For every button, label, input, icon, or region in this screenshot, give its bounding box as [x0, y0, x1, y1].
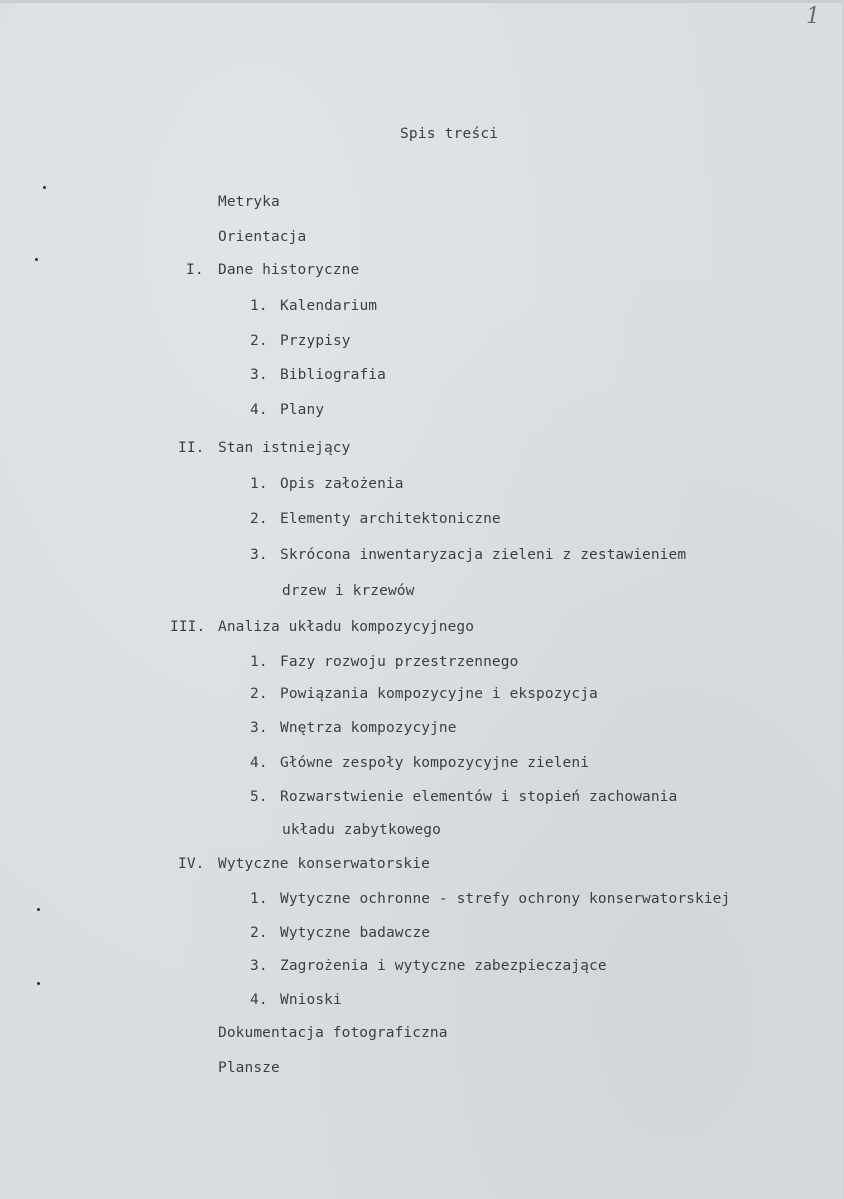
- toc-subentry: [250, 755, 589, 771]
- toc-title: Spis treści: [400, 126, 499, 142]
- toc-subentry: [250, 686, 598, 702]
- toc-subentry: [250, 298, 377, 314]
- toc-subentry: [250, 891, 730, 907]
- toc-section-2: [178, 440, 350, 456]
- binding-hole-mark: [37, 982, 40, 985]
- toc-entry-metryka: [218, 194, 280, 210]
- toc-subentry-numeral: 2.: [250, 333, 268, 349]
- toc-subentry-text: Bibliografia: [280, 367, 386, 383]
- toc-subentry-text: Opis założenia: [280, 476, 404, 492]
- toc-section-4: [178, 856, 430, 872]
- toc-subentry: [250, 333, 351, 349]
- toc-subentry-numeral: 3.: [250, 720, 268, 736]
- toc-subentry-numeral: 2.: [250, 686, 268, 702]
- toc-subentry-text: Zagrożenia i wytyczne zabezpieczające: [280, 958, 607, 974]
- page-number: 1: [806, 4, 820, 29]
- toc-section-text: Dane historyczne: [218, 262, 360, 278]
- toc-section-numeral: I.: [186, 262, 204, 278]
- toc-subentry-text: drzew i krzewów: [282, 583, 415, 599]
- toc-section-numeral: II.: [178, 440, 205, 456]
- toc-subentry-numeral: 4.: [250, 402, 268, 418]
- toc-subentry-text: Wytyczne badawcze: [280, 925, 431, 941]
- toc-subentry: [250, 789, 677, 805]
- toc-subentry-text: Wnętrza kompozycyjne: [280, 720, 457, 736]
- toc-subentry: [250, 511, 501, 527]
- toc-subentry-numeral: 2.: [250, 511, 268, 527]
- toc-subentry-text: Elementy architektoniczne: [280, 511, 501, 527]
- toc-section-numeral: IV.: [178, 856, 205, 872]
- toc-entry-plansze: [218, 1060, 280, 1076]
- toc-subentry-numeral: 3.: [250, 367, 268, 383]
- toc-subentry: [250, 654, 518, 670]
- toc-subentry: [250, 958, 607, 974]
- toc-entry-text: Orientacja: [218, 229, 307, 245]
- toc-subentry-numeral: 5.: [250, 789, 268, 805]
- binding-hole-mark: [43, 186, 46, 189]
- toc-subentry-text: Wnioski: [280, 992, 342, 1008]
- toc-subentry-text: Plany: [280, 402, 325, 418]
- toc-subentry: [250, 367, 386, 383]
- toc-subentry-text: układu zabytkowego: [282, 822, 441, 838]
- toc-subentry-text: Fazy rozwoju przestrzennego: [280, 654, 519, 670]
- toc-subentry: [250, 402, 324, 418]
- toc-subentry: [250, 476, 404, 492]
- toc-entry-text: Plansze: [218, 1060, 280, 1076]
- toc-subentry-numeral: 1.: [250, 298, 268, 314]
- toc-subentry-numeral: 1.: [250, 891, 268, 907]
- toc-subentry-numeral: 3.: [250, 958, 268, 974]
- toc-entry-dokumentacja: [218, 1025, 448, 1041]
- toc-section-text: Stan istniejący: [218, 440, 351, 456]
- toc-subentry-text: Główne zespoły kompozycyjne zieleni: [280, 755, 590, 771]
- toc-section-1: [186, 262, 359, 278]
- toc-section-text: Wytyczne konserwatorskie: [218, 856, 430, 872]
- toc-entry-text: Dokumentacja fotograficzna: [218, 1025, 448, 1041]
- toc-section-text: Analiza układu kompozycyjnego: [218, 619, 475, 635]
- toc-subentry-text: Kalendarium: [280, 298, 378, 314]
- toc-subentry: [250, 720, 457, 736]
- binding-hole-mark: [35, 258, 38, 261]
- toc-subentry-text: Skrócona inwentaryzacja zieleni z zestawieniem: [280, 547, 687, 563]
- page-edge-top: [0, 0, 844, 3]
- toc-subentry-numeral: 1.: [250, 476, 268, 492]
- toc-subentry-text: Przypisy: [280, 333, 351, 349]
- toc-subentry-numeral: 1.: [250, 654, 268, 670]
- toc-subentry-text: Rozwarstwienie elementów i stopień zachowania: [280, 789, 678, 805]
- binding-hole-mark: [37, 908, 40, 911]
- toc-entry-orientacja: [218, 229, 306, 245]
- toc-subentry: [250, 925, 430, 941]
- toc-subentry-numeral: 4.: [250, 755, 268, 771]
- toc-entry-text: Metryka: [218, 194, 280, 210]
- toc-section-numeral: III.: [170, 619, 206, 635]
- toc-subentry: [250, 992, 342, 1008]
- toc-subentry: [250, 547, 686, 563]
- toc-subentry-numeral: 4.: [250, 992, 268, 1008]
- toc-subentry-text: Powiązania kompozycyjne i ekspozycja: [280, 686, 598, 702]
- toc-subentry-text: Wytyczne ochronne - strefy ochrony konserwatorskiej: [280, 891, 731, 907]
- toc-subentry-continuation: [282, 822, 441, 838]
- toc-section-3: [170, 619, 474, 635]
- toc-subentry-numeral: 3.: [250, 547, 268, 563]
- toc-subentry-numeral: 2.: [250, 925, 268, 941]
- toc-subentry-continuation: [282, 583, 414, 599]
